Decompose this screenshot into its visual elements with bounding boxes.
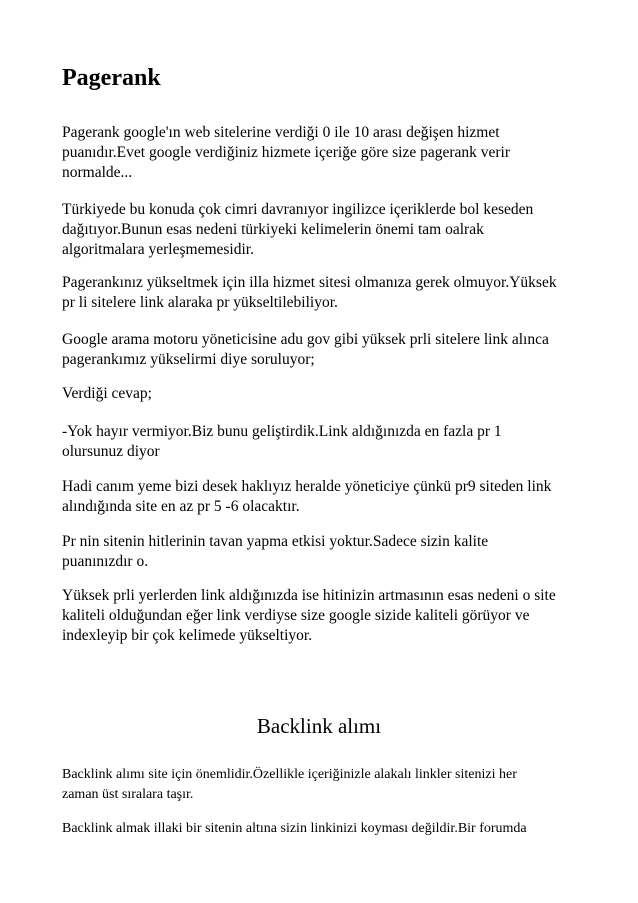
paragraph-pagerank-definition	[62, 123, 582, 183]
text-line: normalde...	[62, 164, 133, 181]
text-line: Pagerankınız yükseltmek için illa hizmet sitesi olmanıza gerek olmuyor.Yüksek	[62, 274, 557, 291]
paragraph-raise-pagerank	[62, 273, 582, 313]
text-line: Hadi canım yeme bizi desek haklıyız heralde yöneticiye çünkü pr9 siteden link	[62, 478, 552, 495]
text-line: olursunuz diyor	[62, 443, 160, 460]
paragraph-hadi-canim	[62, 477, 582, 517]
text-line: alındığında site en az pr 5 -6 olacaktır.	[62, 498, 300, 515]
text-line: Backlink alımı site için önemlidir.Özellikle içeriğinizle alakalı linkler sitenizi her	[62, 767, 517, 782]
text-line: Google arama motoru yöneticisine adu gov gibi yüksek prli sitelere link alınca	[62, 331, 549, 348]
paragraph-google-question	[62, 330, 582, 370]
text-line: Pr nin sitenin hitlerinin tavan yapma etkisi yoktur.Sadece sizin kalite	[62, 533, 489, 550]
paragraph-high-pr-links	[62, 586, 582, 646]
text-line: -Yok hayır vermiyor.Biz bunu geliştirdik.Link aldığınızda en fazla pr 1	[62, 423, 502, 440]
paragraph-hits	[62, 532, 582, 572]
text-line: indexleyip bir çok kelimede yükseltiyor.	[62, 627, 313, 644]
text-line: puanıdır.Evet google verdiğiniz hizmete içeriğe göre size pagerank verir	[62, 144, 511, 161]
paragraph-turkey	[62, 200, 582, 260]
text-line: Verdiği cevap;	[62, 385, 152, 402]
text-line: zaman üst sıralara taşır.	[62, 787, 194, 802]
paragraph-backlink-forum	[62, 819, 582, 839]
paragraph-answer	[62, 422, 582, 462]
text-line: Backlink almak illaki bir sitenin altına sizin linkinizi koyması değildir.Bir forumda	[62, 821, 527, 836]
page-title: Pagerank	[62, 65, 161, 91]
text-line: dağıtıyor.Bunun esas nedeni türkiyeki kelimelerin önemi tam oalrak	[62, 221, 484, 238]
text-line: pr li sitelere link alaraka pr yükseltilebiliyor.	[62, 294, 338, 311]
text-line: Yüksek prli yerlerden link aldığınızda ise hitinizin artmasının esas nedeni o site	[62, 587, 556, 604]
text-line: puanınızdır o.	[62, 553, 149, 570]
text-line: kaliteli olduğundan eğer link verdiyse size google sizide kaliteli görüyor ve	[62, 607, 530, 624]
text-line: algoritmalara yerleşmemesidir.	[62, 241, 254, 258]
paragraph-backlink-importance	[62, 765, 582, 805]
text-line: Türkiyede bu konuda çok cimri davranıyor ingilizce içeriklerde bol keseden	[62, 201, 534, 218]
paragraph-answer-label	[62, 384, 582, 404]
text-line: Pagerank google'ın web sitelerine verdiği 0 ile 10 arası değişen hizmet	[62, 124, 500, 141]
text-line: pagerankımız yükselirmi diye soruluyor;	[62, 351, 315, 368]
section-heading-backlink: Backlink alımı	[256, 714, 382, 738]
